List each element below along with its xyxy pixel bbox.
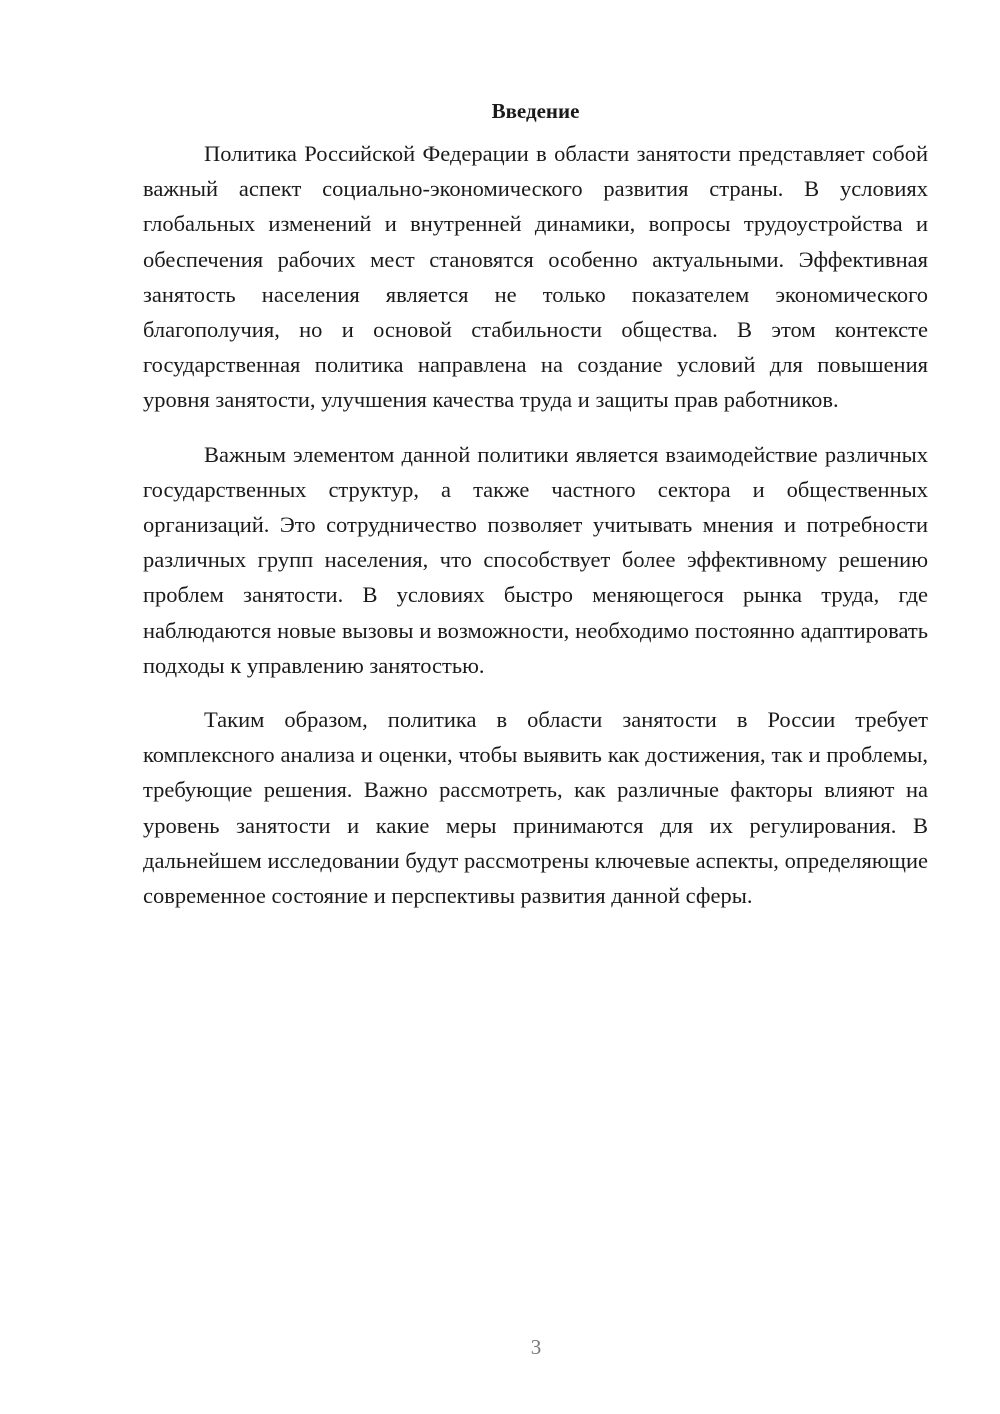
page-content xyxy=(143,95,928,913)
paragraph-3: Таким образом, политика в области занятости в России требует комплексного анализа и оценки, чтобы выявить как достижения, так и проблемы, требующие решения. Важно рассмотреть, как различные факторы влияют на уровень занятости и какие меры принимаются для их регулирования. В дальнейшем исследовании будут рассмотрены ключевые аспекты, определяющие современное состояние и перспективы развития данной сферы. xyxy=(143,707,928,909)
paragraph-2: Важным элементом данной политики является взаимодействие различных государственных структур, а также частного сектора и общественных организаций. Это сотрудничество позволяет учитывать мнения и потребности различных групп населения, что способствует более эффективному решению проблем занятости. В условиях быстро меняющегося рынка труда, где наблюдаются новые вызовы и возможности, необходимо постоянно адаптировать подходы к управлению занятостью. xyxy=(143,441,928,678)
section-heading: Введение xyxy=(491,99,580,123)
page-number: 3 xyxy=(530,1335,542,1359)
paragraph-1: Политика Российской Федерации в области занятости представляет собой важный аспект социально-экономического развития страны. В условиях глобальных изменений и внутренней динамики, вопросы трудоустройства и обеспечения рабочих мест становятся особенно актуальными. Эффективная занятость населения является не только показателем экономического благополучия, но и основой стабильности общества. В этом контексте государственная политика направлена на создание условий для повышения уровня занятости, улучшения качества труда и защиты прав работников. xyxy=(143,141,928,413)
